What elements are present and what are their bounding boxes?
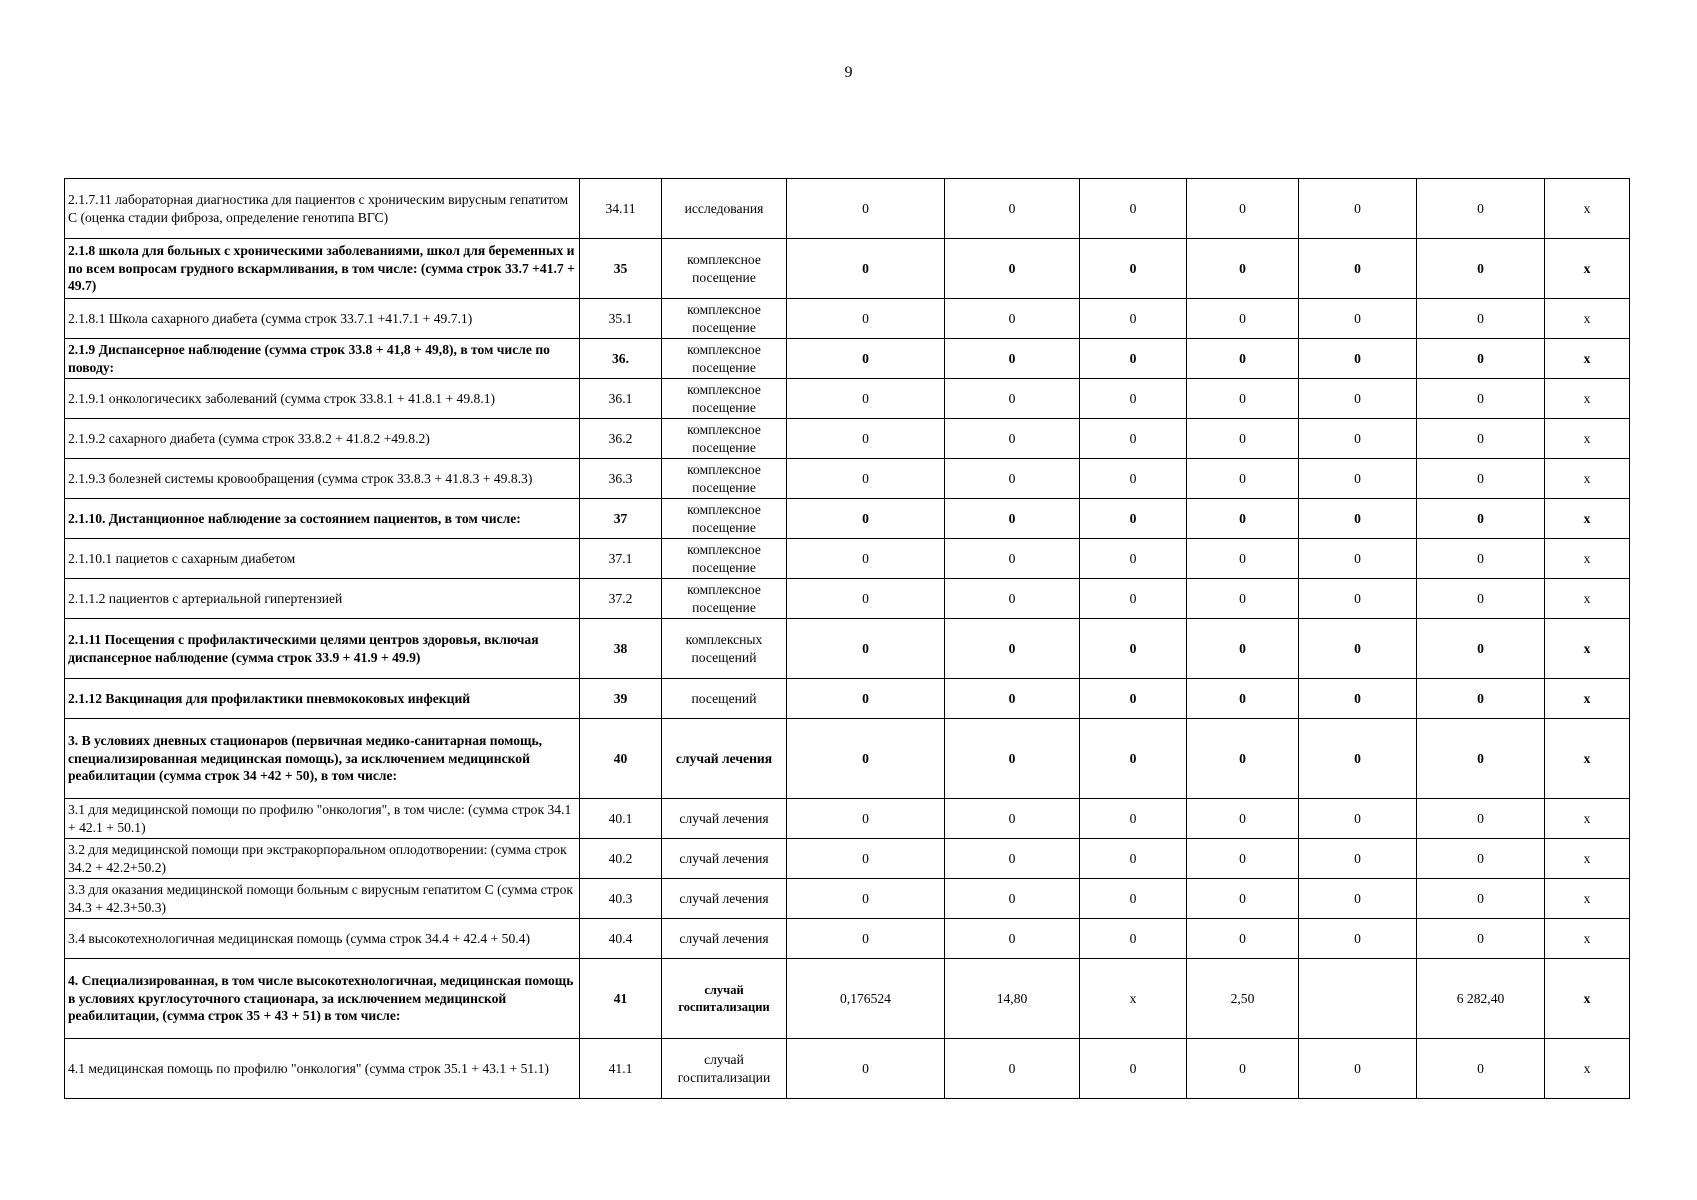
row-value-1-cell: 0 <box>787 299 945 339</box>
row-value-3-cell: 0 <box>1080 919 1187 959</box>
table-row <box>65 539 1630 579</box>
row-name-cell: 2.1.9 Диспансерное наблюдение (сумма строк 33.8 + 41,8 + 49,8), в том числе по поводу: <box>65 339 580 379</box>
row-unit-cell: комплексных посещений <box>662 619 787 679</box>
row-value-1-cell: 0 <box>787 719 945 799</box>
page-number: 9 <box>844 64 853 81</box>
row-value-4-cell: 0 <box>1187 339 1299 379</box>
row-value-5-cell: 0 <box>1299 419 1417 459</box>
row-unit-cell: случай госпитализации <box>662 1039 787 1099</box>
row-value-2-cell: 0 <box>945 539 1080 579</box>
row-value-6-cell: 0 <box>1417 619 1545 679</box>
row-value-4-cell: 0 <box>1187 839 1299 879</box>
row-value-1-cell: 0 <box>787 339 945 379</box>
row-value-2-cell: 0 <box>945 339 1080 379</box>
row-name-cell: 2.1.1.2 пациентов с артериальной гипертензией <box>65 579 580 619</box>
row-value-6-cell: 0 <box>1417 539 1545 579</box>
row-value-5-cell <box>1299 959 1417 1039</box>
row-value-2-cell: 0 <box>945 579 1080 619</box>
table-row <box>65 839 1630 879</box>
row-value-2-cell: 0 <box>945 839 1080 879</box>
table-row <box>65 919 1630 959</box>
row-value-1-cell: 0 <box>787 239 945 299</box>
row-value-2-cell: 0 <box>945 1039 1080 1099</box>
row-unit-cell: комплексное посещение <box>662 339 787 379</box>
row-value-4-cell: 2,50 <box>1187 959 1299 1039</box>
row-value-2-cell: 0 <box>945 919 1080 959</box>
row-code-cell: 40.3 <box>580 879 662 919</box>
row-value-6-cell: 0 <box>1417 1039 1545 1099</box>
row-value-5-cell: 0 <box>1299 339 1417 379</box>
table-row <box>65 499 1630 539</box>
row-value-5-cell: 0 <box>1299 879 1417 919</box>
row-value-3-cell: 0 <box>1080 719 1187 799</box>
row-value-3-cell: 0 <box>1080 679 1187 719</box>
row-value-3-cell: 0 <box>1080 339 1187 379</box>
row-value-6-cell: 0 <box>1417 299 1545 339</box>
row-value-5-cell: 0 <box>1299 379 1417 419</box>
row-code-cell: 37 <box>580 499 662 539</box>
row-value-7-cell: х <box>1545 179 1630 239</box>
table-row <box>65 179 1630 239</box>
row-value-6-cell: 0 <box>1417 459 1545 499</box>
row-value-6-cell: 0 <box>1417 179 1545 239</box>
table-row <box>65 1039 1630 1099</box>
row-value-6-cell: 0 <box>1417 379 1545 419</box>
row-value-6-cell: 0 <box>1417 419 1545 459</box>
row-value-7-cell: х <box>1545 239 1630 299</box>
row-unit-cell: комплексное посещение <box>662 539 787 579</box>
row-value-4-cell: 0 <box>1187 799 1299 839</box>
row-name-cell: 3.3 для оказания медицинской помощи больным с вирусным гепатитом С (сумма строк 34.3 + 42.3+50.3) <box>65 879 580 919</box>
row-unit-cell: комплексное посещение <box>662 459 787 499</box>
row-code-cell: 37.2 <box>580 579 662 619</box>
row-value-1-cell: 0 <box>787 179 945 239</box>
row-code-cell: 36. <box>580 339 662 379</box>
row-value-6-cell: 0 <box>1417 579 1545 619</box>
row-unit-cell: посещений <box>662 679 787 719</box>
row-value-5-cell: 0 <box>1299 679 1417 719</box>
row-value-7-cell: х <box>1545 579 1630 619</box>
row-value-3-cell: 0 <box>1080 499 1187 539</box>
row-code-cell: 40 <box>580 719 662 799</box>
row-code-cell: 41.1 <box>580 1039 662 1099</box>
row-value-7-cell: х <box>1545 539 1630 579</box>
row-name-cell: 2.1.9.3 болезней системы кровообращения (сумма строк 33.8.3 + 41.8.3 + 49.8.3) <box>65 459 580 499</box>
row-value-7-cell: х <box>1545 459 1630 499</box>
row-value-1-cell: 0 <box>787 459 945 499</box>
row-value-6-cell: 0 <box>1417 719 1545 799</box>
row-value-3-cell: 0 <box>1080 239 1187 299</box>
row-value-3-cell: х <box>1080 959 1187 1039</box>
row-value-3-cell: 0 <box>1080 799 1187 839</box>
row-value-7-cell: х <box>1545 959 1630 1039</box>
row-value-1-cell: 0 <box>787 539 945 579</box>
table-row <box>65 959 1630 1039</box>
row-value-4-cell: 0 <box>1187 619 1299 679</box>
row-name-cell: 4.1 медицинская помощь по профилю "онкология" (сумма строк 35.1 + 43.1 + 51.1) <box>65 1039 580 1099</box>
row-value-4-cell: 0 <box>1187 459 1299 499</box>
row-value-5-cell: 0 <box>1299 459 1417 499</box>
row-value-1-cell: 0 <box>787 419 945 459</box>
row-value-1-cell: 0 <box>787 919 945 959</box>
row-unit-cell: случай госпитализации <box>662 959 787 1039</box>
row-code-cell: 40.1 <box>580 799 662 839</box>
row-value-4-cell: 0 <box>1187 239 1299 299</box>
row-value-4-cell: 0 <box>1187 1039 1299 1099</box>
row-value-1-cell: 0 <box>787 839 945 879</box>
row-value-2-cell: 0 <box>945 419 1080 459</box>
row-value-4-cell: 0 <box>1187 499 1299 539</box>
row-value-3-cell: 0 <box>1080 379 1187 419</box>
row-value-1-cell: 0 <box>787 619 945 679</box>
row-value-7-cell: х <box>1545 299 1630 339</box>
row-value-6-cell: 0 <box>1417 339 1545 379</box>
row-value-6-cell: 0 <box>1417 679 1545 719</box>
row-name-cell: 2.1.10. Дистанционное наблюдение за состоянием пациентов, в том числе: <box>65 499 580 539</box>
row-code-cell: 36.1 <box>580 379 662 419</box>
row-value-3-cell: 0 <box>1080 419 1187 459</box>
row-name-cell: 2.1.8 школа для больных с хроническими заболеваниями, школ для беременных и по всем вопросам грудного вскармливания, в том числе: (сумма строк 33.7 +41.7 + 49.7) <box>65 239 580 299</box>
row-unit-cell: случай лечения <box>662 839 787 879</box>
row-value-5-cell: 0 <box>1299 539 1417 579</box>
table-row <box>65 339 1630 379</box>
row-unit-cell: случай лечения <box>662 719 787 799</box>
row-name-cell: 3.4 высокотехнологичная медицинская помощь (сумма строк 34.4 + 42.4 + 50.4) <box>65 919 580 959</box>
table-row <box>65 379 1630 419</box>
row-value-4-cell: 0 <box>1187 879 1299 919</box>
row-value-3-cell: 0 <box>1080 459 1187 499</box>
row-value-1-cell: 0,176524 <box>787 959 945 1039</box>
row-code-cell: 37.1 <box>580 539 662 579</box>
row-value-3-cell: 0 <box>1080 619 1187 679</box>
table-row <box>65 299 1630 339</box>
row-value-2-cell: 14,80 <box>945 959 1080 1039</box>
row-value-2-cell: 0 <box>945 459 1080 499</box>
row-value-4-cell: 0 <box>1187 679 1299 719</box>
row-value-7-cell: х <box>1545 799 1630 839</box>
row-name-cell: 2.1.12 Вакцинация для профилактики пневмококовых инфекций <box>65 679 580 719</box>
row-code-cell: 36.2 <box>580 419 662 459</box>
row-value-2-cell: 0 <box>945 799 1080 839</box>
row-value-7-cell: х <box>1545 679 1630 719</box>
row-code-cell: 38 <box>580 619 662 679</box>
row-value-1-cell: 0 <box>787 799 945 839</box>
row-value-1-cell: 0 <box>787 1039 945 1099</box>
row-value-3-cell: 0 <box>1080 539 1187 579</box>
row-value-1-cell: 0 <box>787 879 945 919</box>
row-value-1-cell: 0 <box>787 499 945 539</box>
row-name-cell: 2.1.10.1 пациетов с сахарным диабетом <box>65 539 580 579</box>
row-unit-cell: случай лечения <box>662 799 787 839</box>
row-code-cell: 34.11 <box>580 179 662 239</box>
row-unit-cell: случай лечения <box>662 879 787 919</box>
row-value-7-cell: х <box>1545 719 1630 799</box>
row-value-6-cell: 0 <box>1417 879 1545 919</box>
row-value-2-cell: 0 <box>945 299 1080 339</box>
row-value-2-cell: 0 <box>945 499 1080 539</box>
row-unit-cell: комплексное посещение <box>662 579 787 619</box>
row-value-7-cell: х <box>1545 1039 1630 1099</box>
table-row <box>65 719 1630 799</box>
row-value-5-cell: 0 <box>1299 919 1417 959</box>
row-unit-cell: комплексное посещение <box>662 239 787 299</box>
row-name-cell: 2.1.7.11 лабораторная диагностика для пациентов с хроническим вирусным гепатитом С (оценка стадии фиброза, определение генотипа ВГС) <box>65 179 580 239</box>
row-unit-cell: случай лечения <box>662 919 787 959</box>
row-value-2-cell: 0 <box>945 679 1080 719</box>
row-value-5-cell: 0 <box>1299 499 1417 539</box>
row-value-3-cell: 0 <box>1080 839 1187 879</box>
row-name-cell: 3. В условиях дневных стационаров (первичная медико-санитарная помощь, специализированная медицинская помощь), за исключением медицинской реабилитации (сумма строк 34 +42 + 50), в том числе: <box>65 719 580 799</box>
row-unit-cell: комплексное посещение <box>662 299 787 339</box>
row-value-7-cell: х <box>1545 619 1630 679</box>
row-value-5-cell: 0 <box>1299 299 1417 339</box>
row-value-1-cell: 0 <box>787 679 945 719</box>
row-code-cell: 35.1 <box>580 299 662 339</box>
table-row <box>65 619 1630 679</box>
row-value-5-cell: 0 <box>1299 1039 1417 1099</box>
row-value-4-cell: 0 <box>1187 179 1299 239</box>
row-value-5-cell: 0 <box>1299 179 1417 239</box>
row-value-7-cell: х <box>1545 419 1630 459</box>
row-name-cell: 2.1.9.2 сахарного диабета (сумма строк 33.8.2 + 41.8.2 +49.8.2) <box>65 419 580 459</box>
row-name-cell: 3.2 для медицинской помощи при экстракорпоральном оплодотворении: (сумма строк 34.2 + 42.2+50.2) <box>65 839 580 879</box>
row-code-cell: 40.2 <box>580 839 662 879</box>
row-value-2-cell: 0 <box>945 179 1080 239</box>
row-value-1-cell: 0 <box>787 579 945 619</box>
row-value-4-cell: 0 <box>1187 299 1299 339</box>
row-value-3-cell: 0 <box>1080 1039 1187 1099</box>
row-code-cell: 40.4 <box>580 919 662 959</box>
row-value-5-cell: 0 <box>1299 239 1417 299</box>
table-row <box>65 239 1630 299</box>
row-value-6-cell: 0 <box>1417 239 1545 299</box>
table-row <box>65 679 1630 719</box>
row-value-2-cell: 0 <box>945 719 1080 799</box>
row-value-7-cell: х <box>1545 879 1630 919</box>
row-name-cell: 2.1.9.1 онкологичесикх заболеваний (сумма строк 33.8.1 + 41.8.1 + 49.8.1) <box>65 379 580 419</box>
row-code-cell: 41 <box>580 959 662 1039</box>
row-value-4-cell: 0 <box>1187 379 1299 419</box>
table-body <box>65 179 1630 1099</box>
statistics-table <box>64 178 1630 1099</box>
table-row <box>65 459 1630 499</box>
row-value-1-cell: 0 <box>787 379 945 419</box>
row-value-6-cell: 0 <box>1417 799 1545 839</box>
row-value-4-cell: 0 <box>1187 919 1299 959</box>
row-value-7-cell: х <box>1545 379 1630 419</box>
row-value-5-cell: 0 <box>1299 719 1417 799</box>
row-value-2-cell: 0 <box>945 619 1080 679</box>
row-name-cell: 4. Специализированная, в том числе высокотехнологичная, медицинская помощь в условиях круглосуточного стационара, за исключением медицинской реабилитации, (сумма строк 35 + 43 + 51) в том числе: <box>65 959 580 1039</box>
row-value-5-cell: 0 <box>1299 799 1417 839</box>
row-value-4-cell: 0 <box>1187 539 1299 579</box>
row-value-7-cell: х <box>1545 339 1630 379</box>
row-unit-cell: комплексное посещение <box>662 499 787 539</box>
row-unit-cell: исследования <box>662 179 787 239</box>
row-name-cell: 2.1.8.1 Школа сахарного диабета (сумма строк 33.7.1 +41.7.1 + 49.7.1) <box>65 299 580 339</box>
row-name-cell: 3.1 для медицинской помощи по профилю "онкология", в том числе: (сумма строк 34.1 + 42.1 + 50.1) <box>65 799 580 839</box>
row-value-7-cell: х <box>1545 919 1630 959</box>
row-code-cell: 36.3 <box>580 459 662 499</box>
row-value-7-cell: х <box>1545 839 1630 879</box>
row-unit-cell: комплексное посещение <box>662 419 787 459</box>
row-value-6-cell: 0 <box>1417 839 1545 879</box>
row-value-4-cell: 0 <box>1187 719 1299 799</box>
table-row <box>65 419 1630 459</box>
row-value-3-cell: 0 <box>1080 879 1187 919</box>
row-value-6-cell: 0 <box>1417 919 1545 959</box>
row-value-3-cell: 0 <box>1080 179 1187 239</box>
row-value-2-cell: 0 <box>945 379 1080 419</box>
row-code-cell: 39 <box>580 679 662 719</box>
table-row <box>65 579 1630 619</box>
row-unit-cell: комплексное посещение <box>662 379 787 419</box>
row-value-6-cell: 6 282,40 <box>1417 959 1545 1039</box>
row-value-6-cell: 0 <box>1417 499 1545 539</box>
row-value-2-cell: 0 <box>945 879 1080 919</box>
row-code-cell: 35 <box>580 239 662 299</box>
row-value-4-cell: 0 <box>1187 579 1299 619</box>
row-value-2-cell: 0 <box>945 239 1080 299</box>
table-row <box>65 879 1630 919</box>
row-value-4-cell: 0 <box>1187 419 1299 459</box>
row-value-3-cell: 0 <box>1080 579 1187 619</box>
table-row <box>65 799 1630 839</box>
row-value-7-cell: х <box>1545 499 1630 539</box>
row-value-5-cell: 0 <box>1299 619 1417 679</box>
row-value-5-cell: 0 <box>1299 579 1417 619</box>
row-value-3-cell: 0 <box>1080 299 1187 339</box>
row-value-5-cell: 0 <box>1299 839 1417 879</box>
row-name-cell: 2.1.11 Посещения с профилактическими целями центров здоровья, включая диспансерное наблюдение (сумма строк 33.9 + 41.9 + 49.9) <box>65 619 580 679</box>
